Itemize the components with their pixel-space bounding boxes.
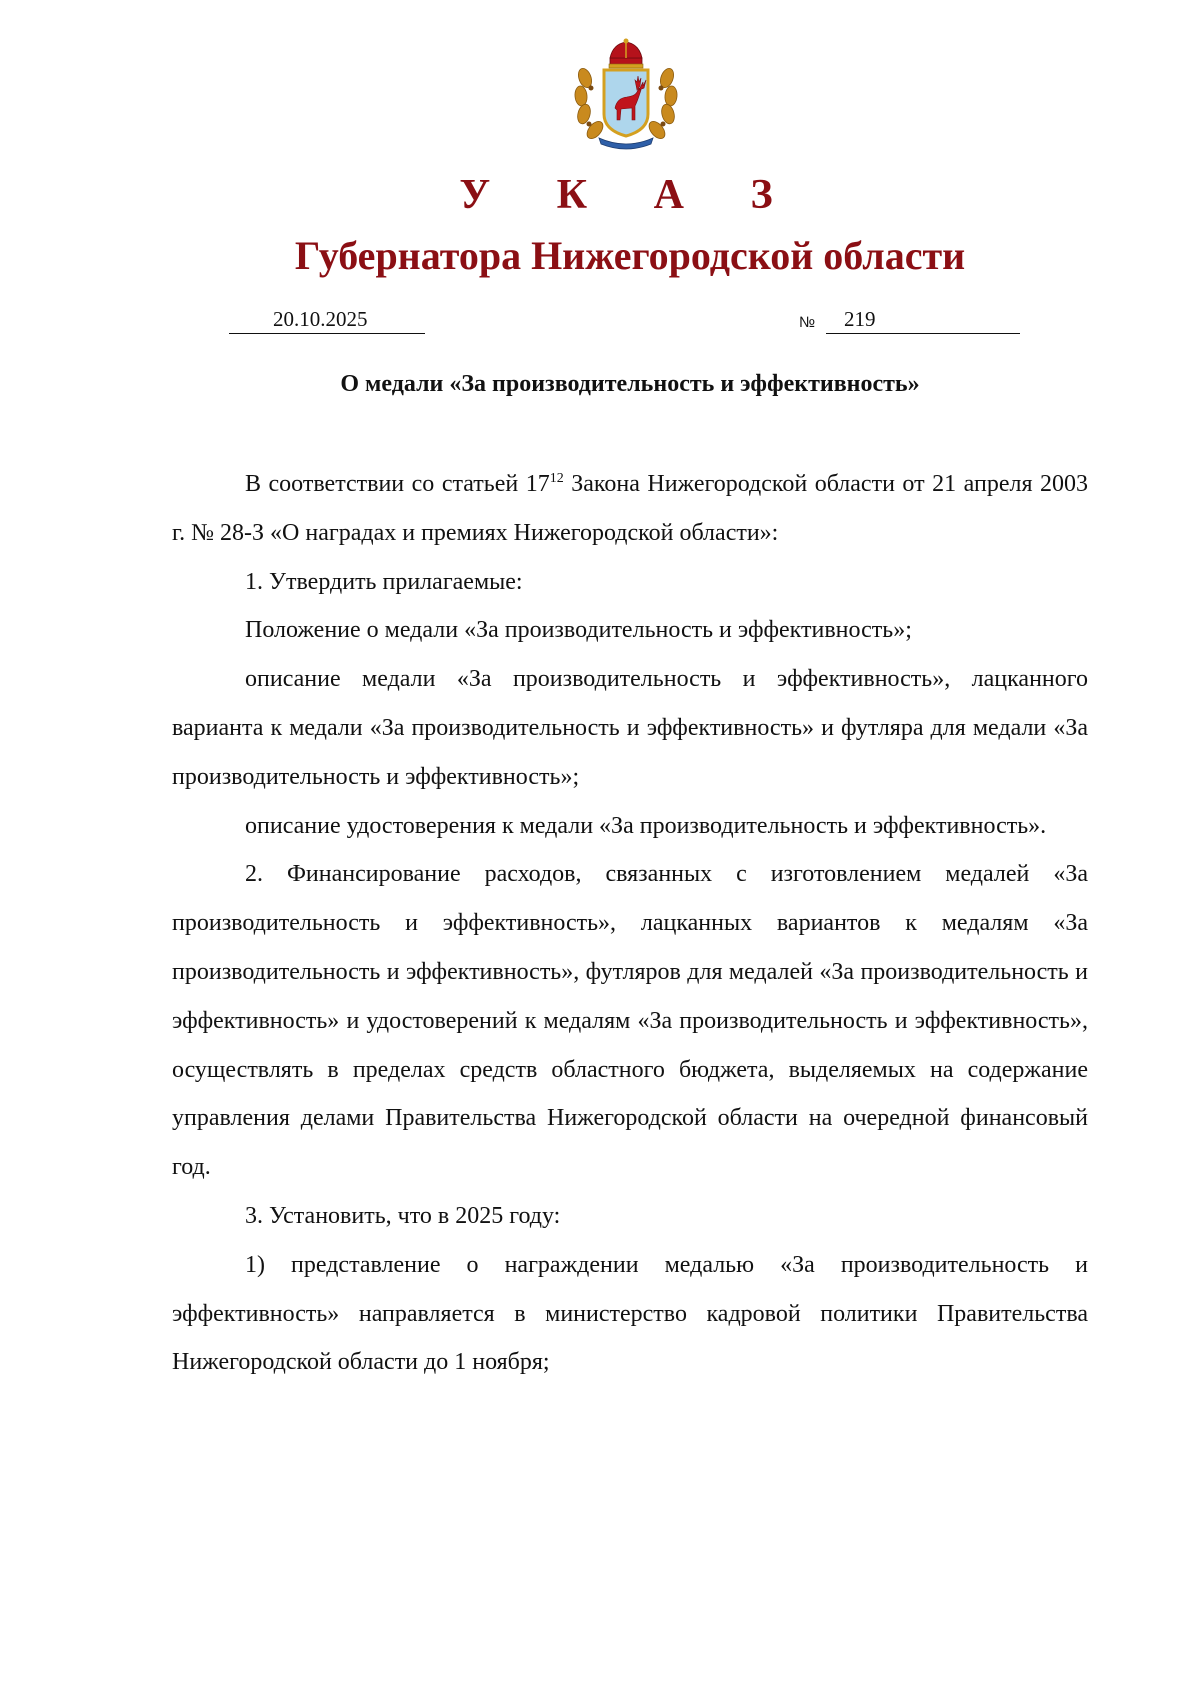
number-sign: №	[799, 314, 816, 331]
number-field	[826, 307, 1020, 334]
document-body	[172, 460, 1088, 1387]
paragraph	[172, 460, 1088, 558]
decree-subtitle: Губернатора Нижегородской области	[294, 233, 966, 278]
paragraph: 3. Установить, что в 2025 году:	[245, 1202, 561, 1229]
document-heading: О медали «За производительность и эффективность»	[340, 371, 920, 397]
paragraph-text: В соответствии со статьей 17	[245, 471, 550, 497]
paragraph: Положение о медали «За производительность и эффективность»;	[245, 617, 912, 644]
superscript: 12	[549, 471, 564, 486]
decree-title: У К А З	[459, 172, 801, 218]
paragraph: описание удостоверения к медали «За производительность и эффективность».	[245, 812, 1047, 839]
paragraph-text: Закона Нижегородской области от 21 апреля 2003 г. № 28-З «О наградах и премиях Нижегородской области»:	[172, 471, 1088, 546]
paragraph: 1. Утвердить прилагаемые:	[245, 568, 523, 595]
date-value: 20.10.2025	[273, 307, 368, 331]
paragraph: 2. Финансирование расходов, связанных с изготовлением медалей «За производительность и эффективность», лацканных вариантов к медалям «За производительность и эффективность», футляров для медалей «За производительность и эффективность» и удостоверений к медалям «За производительность и эффективность», осуществлять в пределах средств областного бюджета, выделяемых на содержание управления делами Правительства Нижегородской области на очередной финансовый год.	[172, 861, 1088, 1181]
nizhny-novgorod-coat-of-arms-icon	[571, 38, 681, 150]
date-field	[229, 307, 425, 334]
paragraph: описание медали «За производительность и эффективность», лацканного варианта к медали «За производительность и эффективность» и футляра для медали «За производительность и эффективность»;	[172, 666, 1088, 790]
number-value: 219	[844, 307, 876, 331]
paragraph: 1) представление о награждении медалью «За производительность и эффективность» направляется в министерство кадровой политики Правительства Нижегородской области до 1 ноября;	[172, 1251, 1088, 1376]
